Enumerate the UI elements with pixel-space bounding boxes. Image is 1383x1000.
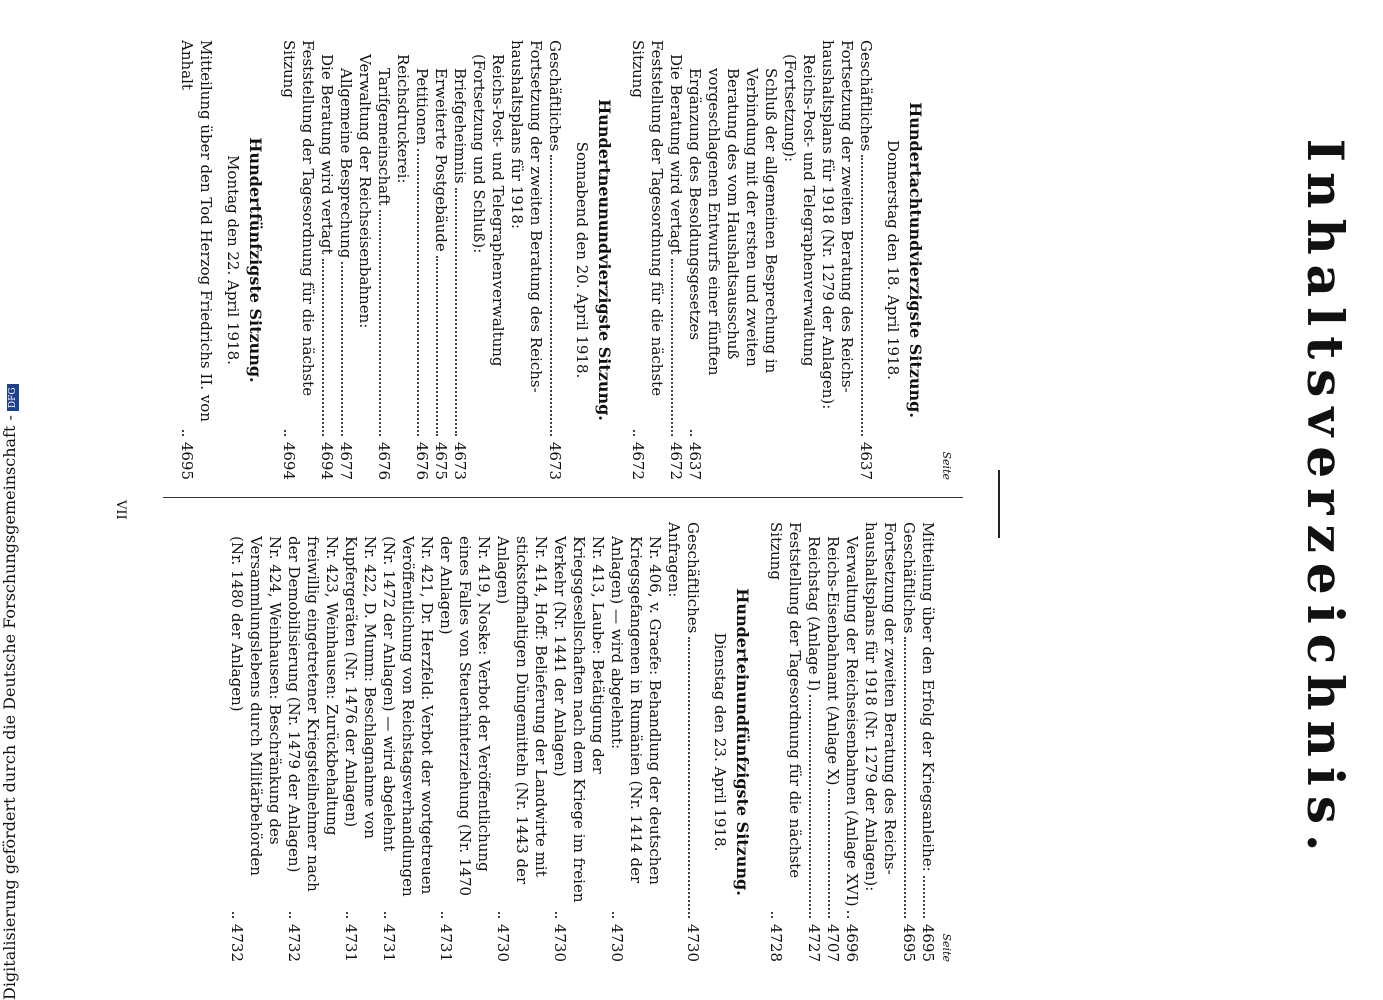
toc-entry-text: Reichsdruckerei:: [394, 54, 412, 184]
leader-dots: [550, 155, 552, 436]
toc-entry-page: 4672: [667, 441, 685, 480]
toc-entry-text: Feststellung der Tagesordnung für die nächste Sitzung: [767, 522, 804, 879]
toc-entry-text: Verwaltung der Reichseisenbahnen (Anlage XVI): [843, 536, 861, 907]
leader-dots: [232, 912, 234, 918]
toc-entry-text: Briefgeheimnis: [451, 68, 469, 184]
toc-entry-text: Reichstag (Anlage I): [805, 536, 823, 692]
side-note-text: Digitalisierung gefördert durch die Deutsche Forschungsgemeinschaft -: [0, 415, 19, 1000]
toc-entry-page: 4637: [857, 441, 875, 480]
toc-entry-page: 4730: [551, 923, 569, 962]
toc-entry: [823, 522, 842, 962]
leader-dots: [455, 188, 457, 436]
leader-dots: [828, 789, 830, 918]
leader-dots: [771, 912, 773, 918]
toc-entry: [683, 522, 702, 962]
toc-entry: [664, 522, 683, 962]
toc-entry-page: 4730: [494, 923, 512, 962]
toc-entry-text: Reichs-Post- und Telegraphenverwaltung (Fortsetzung):: [781, 54, 818, 367]
toc-entry-page: 4727: [805, 923, 823, 962]
toc-entry-text: Feststellung der Tagesordnung für die nächste Sitzung: [629, 40, 666, 397]
toc-entry: [685, 40, 780, 480]
toc-entry-text: Anfragen:: [665, 522, 683, 598]
toc-entry-page: 4672: [629, 441, 647, 480]
toc-entry-text: Nr. 419, Noske: Verbot der Veröffentlichung eines Falles von Steuerhinterziehung (Nr. 1470 der Anlagen): [437, 536, 493, 897]
toc-entry-text: Fortsetzung der zweiten Beratung des Reichs-haushaltsplans für 1918:: [508, 40, 545, 393]
toc-entry-text: Allgemeine Besprechung: [337, 68, 355, 259]
toc-entry-page: 4676: [413, 441, 431, 480]
toc-entry-text: Nr. 414, Hoff: Belieferung der Landwirte mit stickstoffhaltigen Düngemitteln (Nr. 1443 der Anlagen): [494, 536, 550, 885]
session-title: Hundertneunundvierzigste Sitzung.: [595, 99, 614, 421]
toc-entry: [545, 40, 564, 480]
toc-entry: [899, 522, 918, 962]
leader-dots: [441, 912, 443, 918]
right-sessions: [227, 522, 937, 962]
toc-entry-text: Tarifgemeinschaft: [375, 68, 393, 206]
toc-entry-page: 4694: [280, 441, 298, 480]
toc-entry-page: 4707: [824, 923, 842, 962]
toc-column-left: [177, 40, 953, 480]
leader-dots: [341, 262, 343, 436]
leader-dots: [612, 912, 614, 918]
session-title: Hunderteinundfünfzigste Sitzung.: [733, 588, 752, 896]
toc-entry-text: Geschäftliches: [684, 522, 702, 634]
session-title: Hundertfünfzigste Sitzung.: [246, 137, 265, 383]
side-note: [0, 0, 20, 1000]
leader-dots: [436, 256, 438, 436]
leader-dots: [289, 912, 291, 918]
seite-header-right: Seite: [940, 933, 953, 962]
session-title: Hundertachtundvierzigste Sitzung.: [906, 102, 925, 418]
toc-entry-text: Verwaltung der Reichseisenbahnen:: [356, 54, 374, 329]
toc-entry-text: Nr. 421, Dr. Herzfeld: Verbot der wortgetreuen Veröffentlichung von Reichstagsverhandlungen (Nr. 1472 der Anlagen) — wird abgelehnt: [380, 536, 436, 897]
toc-entry-text: Feststellung der Tagesordnung für die nächste Sitzung: [280, 40, 317, 397]
toc-entry: [317, 40, 336, 480]
toc-entry: [818, 40, 856, 480]
toc-entry-page: 4696: [843, 923, 861, 962]
toc-entry-page: 4675: [432, 441, 450, 480]
toc-entry: [666, 40, 685, 480]
toc-entry: [374, 40, 393, 480]
toc-entry: [861, 522, 899, 962]
toc-entry: [804, 522, 823, 962]
toc-entry-text: Geschäftliches: [546, 40, 564, 152]
dfg-logo: DFG: [7, 384, 19, 411]
toc-entry: [550, 522, 607, 962]
toc-entry-text: Geschäftliches: [857, 40, 875, 152]
toc-entry-page: 4677: [337, 441, 355, 480]
toc-entry: [507, 40, 545, 480]
leader-dots: [379, 210, 381, 436]
leader-dots: [346, 912, 348, 918]
toc-entry-page: 4730: [684, 923, 702, 962]
toc-entry: [469, 40, 507, 480]
toc-entry-text: Erweiterte Postgebäude: [432, 68, 450, 252]
toc-entry-text: Reichs-Eisenbahnamt (Anlage X): [824, 536, 842, 786]
toc-entry-page: 4673: [451, 441, 469, 480]
toc-entry-text: Nr. 406, v. Graefe: Behandlung der deutschen Kriegsgefangenen in Rumänien (Nr. 1414 der Anlagen) — wird abgelehnt:: [608, 536, 664, 885]
toc-entry: [393, 40, 412, 480]
leader-dots: [688, 637, 690, 918]
toc-entry-page: 4637: [686, 441, 704, 480]
leader-dots: [633, 430, 635, 436]
toc-entry: [379, 522, 436, 962]
toc-entry-page: 4673: [546, 441, 564, 480]
leader-dots: [809, 695, 811, 918]
leader-dots: [923, 876, 925, 918]
toc-entry-text: Nr. 422, D. Mumm: Beschlagnahme von Kupfergeräten (Nr. 1476 der Anlagen): [342, 536, 379, 839]
leader-dots: [861, 155, 863, 436]
toc-entry: [284, 522, 341, 962]
toc-entry: [431, 40, 450, 480]
toc-entry: [766, 522, 804, 962]
leader-dots: [847, 911, 849, 918]
leader-dots: [384, 912, 386, 918]
toc-entry-page: 4695: [919, 923, 937, 962]
toc-entry: [177, 40, 215, 480]
toc-entry-text: Nr. 423, Weinhausen: Zurückbehaltung freiwillig eingetretener Kriegsteilnehmer nach der Demobilisierung (Nr. 1479 der Anlagen): [285, 536, 341, 892]
leader-dots: [322, 259, 324, 436]
page-title: Inhaltsverzeichnis.: [1296, 138, 1355, 862]
toc-entry-text: Nr. 424, Weinhausen: Beschränkung des Versammlungslebens durch Militärbehörden (Nr. 1480 der Anlagen): [228, 536, 284, 876]
toc-entry-page: 4728: [767, 923, 785, 962]
toc-entry-text: Mitteilung über den Tod Herzog Friedrichs II. von Anhalt: [178, 40, 215, 422]
toc-entry: [436, 522, 493, 962]
toc-entry-page: 4732: [285, 923, 303, 962]
toc-entry-page: 4731: [342, 923, 360, 962]
toc-entry: [279, 40, 317, 480]
toc-entry: [336, 40, 355, 480]
leader-dots: [904, 637, 906, 918]
column-divider: [163, 497, 963, 498]
toc-entry: [780, 40, 818, 480]
session-date: Donnerstag den 18. April 1918.: [884, 140, 902, 380]
toc-entry-page: 4676: [375, 441, 393, 480]
toc-entry-text: Geschäftliches: [900, 522, 918, 634]
toc-entry: [918, 522, 937, 962]
toc-entry-text: Petitionen: [413, 68, 431, 146]
toc-entry: [842, 522, 861, 962]
toc-entry-text: Reichs-Post- und Telegraphenverwaltung (Fortsetzung und Schluß):: [470, 54, 507, 367]
toc-entry: [628, 40, 666, 480]
leader-dots: [555, 912, 557, 918]
toc-entry: [227, 522, 284, 962]
toc-entry-page: 4731: [380, 923, 398, 962]
toc-entry: [412, 40, 431, 480]
toc-entry-page: 4732: [228, 923, 246, 962]
session-date: Dienstag den 23. April 1918.: [711, 632, 729, 852]
toc-entry-text: Mitteilung über den Erfolg der Kriegsanleihe:: [919, 522, 937, 872]
toc-column-right: [227, 522, 953, 962]
leader-dots: [182, 430, 184, 436]
toc-entry: [607, 522, 664, 962]
toc-entry-page: 4731: [437, 923, 455, 962]
toc-entry-text: Fortsetzung der zweiten Beratung des Reichs-haushaltsplans für 1918 (Nr. 1279 der Anlagen):: [862, 522, 899, 892]
leader-dots: [671, 259, 673, 436]
toc-entry: [493, 522, 550, 962]
session-date: Montag den 22. April 1918.: [224, 155, 242, 365]
toc-entry-page: 4730: [608, 923, 626, 962]
leader-dots: [417, 149, 419, 436]
leader-dots: [690, 430, 692, 436]
leader-dots: [284, 430, 286, 436]
toc-entry: [450, 40, 469, 480]
toc-entry: [341, 522, 379, 962]
page-number: VII: [113, 500, 128, 520]
session-date: Sonnabend den 20. April 1918.: [573, 141, 591, 379]
left-sessions: [177, 40, 925, 480]
toc-entry-page: 4694: [318, 441, 336, 480]
title-rule: [998, 470, 1000, 538]
seite-header-left: Seite: [940, 451, 953, 480]
toc-entry-text: Die Beratung wird vertagt: [318, 54, 336, 255]
toc-entry-text: Fortsetzung der zweiten Beratung des Reichs-haushaltsplans für 1918 (Nr. 1279 der Anlagen):: [819, 40, 856, 410]
toc-entry-text: Schluß der allgemeinen Besprechung in Verbindung mit der ersten und zweiten Beratung des vom Haushaltsausschuß vorgeschlagenen Entwurfs einer fünften Ergänzung des Besoldungsgesetzes: [686, 68, 780, 376]
toc-entry: [856, 40, 875, 480]
toc-entry: [355, 40, 374, 480]
leader-dots: [498, 912, 500, 918]
toc-entry-page: 4695: [178, 441, 196, 480]
toc-entry-text: Nr. 413, Laube: Betätigung der Kriegsgesellschaften nach dem Kriege im freien Verkehr (Nr. 1441 der Anlagen): [551, 536, 607, 903]
toc-entry-page: 4695: [900, 923, 918, 962]
toc-entry-text: Die Beratung wird vertagt: [667, 54, 685, 255]
